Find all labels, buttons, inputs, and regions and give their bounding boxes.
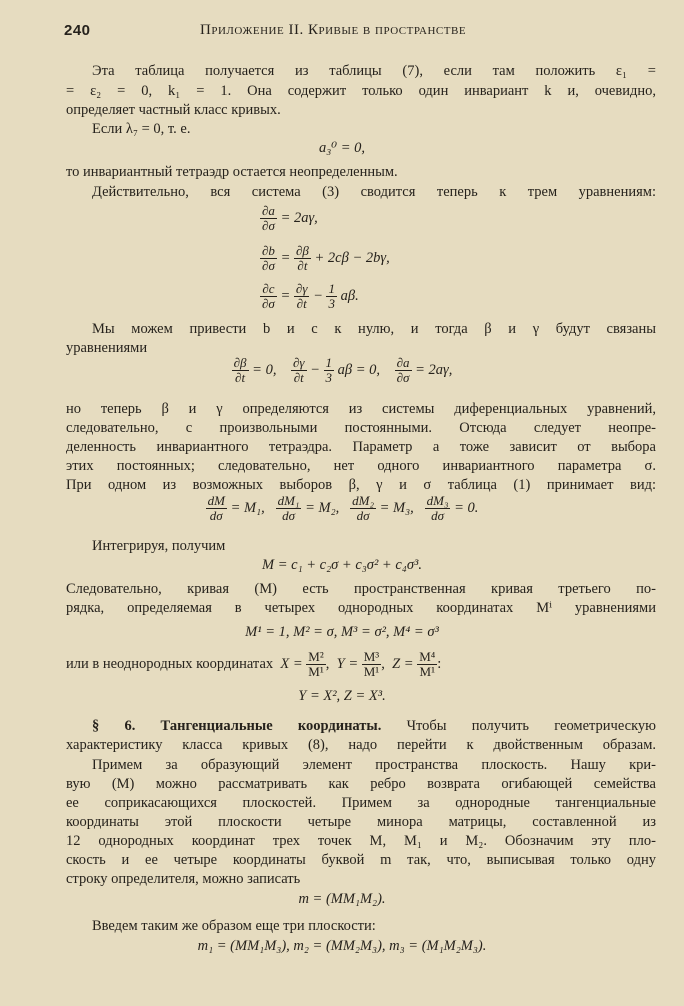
equation: a₃⁰ = 0, xyxy=(318,140,365,156)
text-line: ее соприкасающихся плоскостей. Примем за однородные тангенциальные xyxy=(66,795,656,811)
text-line: = ε₂ = 0, k₁ = 1. Она содержит только один инвариант k и, очевидно, xyxy=(66,83,656,99)
section-heading: § 6. Тангенциальные координаты. xyxy=(92,718,382,734)
equation: m₁ = (MM₁M₃), m₂ = (MM₂M₃), m₃ = (M₁M₂M₃). xyxy=(197,938,487,954)
text-line: 12 однородных координат трех точек M, M₁ и M₂. Обозначим эту пло- xyxy=(66,833,656,849)
text-line: следовательно, с произвольными постоянными. Отсюда следует неопре- xyxy=(66,420,656,436)
text-line: Интегрируя, получим xyxy=(92,538,226,554)
section-heading-line: § 6. Тангенциальные координаты. Чтобы получить геометрическую xyxy=(92,718,657,734)
text-line: Действительно, вся система (3) сводится теперь к трем уравнениям: xyxy=(92,184,656,200)
text-line: характеристику класса кривых (8), надо перейти к двойственным образам. xyxy=(66,737,656,753)
text-line: Если λ₇ = 0, т. е. xyxy=(92,121,191,137)
text-line: этих постоянных; следовательно, нет одного инвариантного параметра σ. xyxy=(66,458,656,474)
text-line: то инвариантный тетраэдр остается неопределенным. xyxy=(66,164,398,180)
text-line: Следовательно, кривая (M) есть пространственная кривая третьего по- xyxy=(66,581,656,597)
equation-system-3: $\frac{\partial c}{\partial\sigma}$ = $\frac{\partial\gamma}{\partial t}$ − $\frac{1}{3}$ aβ. xyxy=(262,281,359,311)
text-line: рядка, определяемая в четырех однородных координатах Mⁱ уравнениями xyxy=(66,600,656,616)
text-line: координаты этой плоскости четыре минора матрицы, составленной из xyxy=(66,814,656,830)
equation: m = (MM₁M₂). xyxy=(298,891,386,907)
text-line: При одном из возможных выборов β, γ и σ таблица (1) принимает вид: xyxy=(66,477,656,493)
equation-row-2: $\frac{\partial\beta}{\partial t}$ = 0, $\frac{\partial\gamma}{\partial t}$ − $\frac{1}{3}$ aβ = 0, $\frac{\partial a}{\partial\sigma}$ = 2aγ, xyxy=(233,355,453,385)
text-line: или в неоднородных координатах X = $\frac{\text{M²}}{\text{M¹}}$ , Y = $\frac{\text{M³}}{\text{M¹}}$ , Z = $\frac{\text{M⁴}}{\text{M¹}}$ : xyxy=(66,649,442,679)
equation: Y = X², Z = X³. xyxy=(298,688,386,704)
equation-row-3: $\frac{dM}{d\sigma}$ = M₁, $\frac{\text{dM₁}}{d\sigma}$ = M₂, $\frac{\text{dM₂}}{d\sigma}$ = M₃, $\frac{\text{dM₃}}{d\sigma}$ = 0. xyxy=(207,493,479,523)
text-line: Мы можем привести b и c к нулю, и тогда β и γ будут связаны xyxy=(92,321,656,337)
text-line: деленность инвариантного тетраэдра. Параметр a тоже зависит от выбора xyxy=(66,439,656,455)
page-number: 240 xyxy=(64,22,91,39)
text-line: Эта таблица получается из таблицы (7), если там положить ε₁ = xyxy=(92,63,656,79)
text-line: вую (M) можно рассматривать как ребро возврата огибающей семейства xyxy=(66,776,656,792)
text-line: Введем таким же образом еще три плоскости: xyxy=(92,918,376,934)
text-line: строку определителя, можно записать xyxy=(66,871,301,887)
running-title: Приложение II. Кривые в пространстве xyxy=(200,22,467,38)
text-line: но теперь β и γ определяются из системы диференциальных уравнений, xyxy=(66,401,656,417)
equation-system-2: $\frac{\partial b}{\partial\sigma}$ = $\frac{\partial\beta}{\partial t}$ + 2cβ − 2bγ, xyxy=(262,243,390,273)
text-line: Примем за образующий элемент пространства плоскость. Нашу кри- xyxy=(92,757,656,773)
text-line: скость и ее четыре координаты буквой m так, что, выписывая только одну xyxy=(66,852,656,868)
equation: M = c₁ + c₂σ + c₃σ² + c₄σ³. xyxy=(262,557,422,573)
equation: M¹ = 1, M² = σ, M³ = σ², M⁴ = σ³ xyxy=(245,624,439,640)
equation-system-1: $\frac{\partial a}{\partial\sigma}$ = 2aγ, xyxy=(262,203,318,233)
text-line: определяет частный класс кривых. xyxy=(66,102,281,118)
text-line: уравнениями xyxy=(66,340,148,356)
